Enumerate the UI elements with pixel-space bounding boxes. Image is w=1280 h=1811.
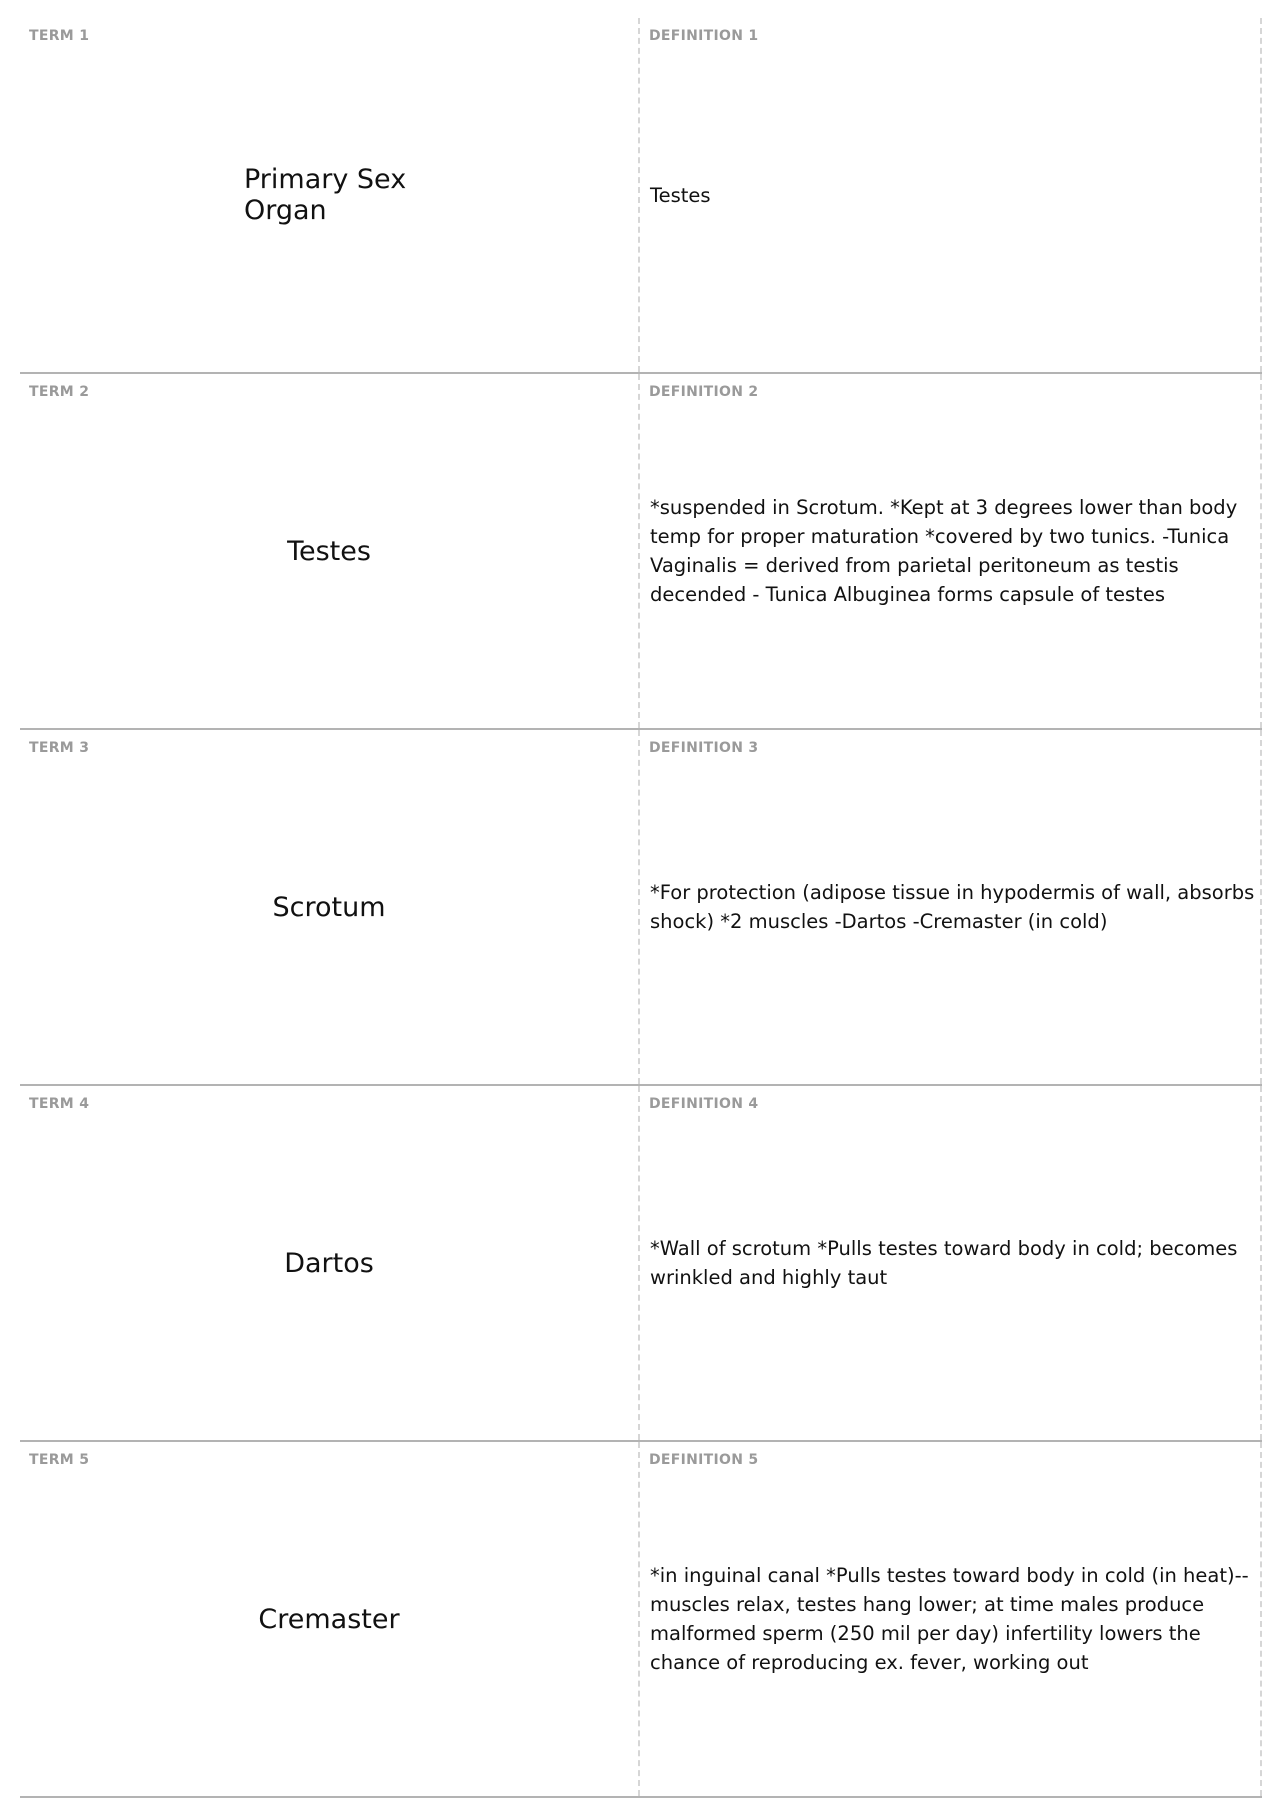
definition-text [640, 730, 1260, 1084]
term-value: Primary Sex Organ [244, 164, 407, 226]
term-value: Testes [287, 535, 371, 567]
term-cell [20, 1442, 640, 1796]
term-value: Scrotum [272, 891, 386, 923]
term-text [20, 1086, 638, 1440]
definition-label: DEFINITION 4 [649, 1096, 759, 1112]
term-label: TERM 3 [29, 740, 90, 756]
definition-label: DEFINITION 3 [649, 740, 759, 756]
definition-text [640, 1442, 1260, 1796]
definition-value: Testes [650, 183, 711, 207]
term-cell [20, 18, 640, 372]
definition-value: *suspended in Scrotum. *Kept at 3 degrees lower than body temp for proper maturation *covered by two tunics. -Tunica Vaginalis = derived from parietal peritoneum as testis decended - Tunica Albuginea forms capsule of testes [650, 496, 1238, 606]
flashcard-sheet [20, 18, 1262, 1798]
definition-label: DEFINITION 5 [649, 1452, 759, 1468]
term-text [20, 730, 638, 1084]
flashcard-row [20, 1442, 1262, 1798]
definition-value: *in inguinal canal *Pulls testes toward body in cold (in heat)--muscles relax, testes hang lower; at time males produce malformed sperm (250 mil per day) infertility lowers the chance of reproducing ex. fever, working out [650, 1564, 1249, 1674]
definition-text [640, 1086, 1260, 1440]
flashcard-row [20, 374, 1262, 730]
term-label: TERM 1 [29, 28, 90, 44]
term-label: TERM 2 [29, 384, 90, 400]
flashcard-row [20, 1086, 1262, 1442]
definition-value: *Wall of scrotum *Pulls testes toward body in cold; becomes wrinkled and highly taut [650, 1237, 1238, 1289]
term-label: TERM 5 [29, 1452, 90, 1468]
definition-label: DEFINITION 2 [649, 384, 759, 400]
term-label: TERM 4 [29, 1096, 90, 1112]
definition-text [640, 18, 1260, 372]
definition-cell [640, 18, 1262, 372]
term-cell [20, 374, 640, 728]
term-value: Cremaster [258, 1603, 400, 1635]
flashcard-row [20, 18, 1262, 374]
term-cell [20, 730, 640, 1084]
definition-cell [640, 374, 1262, 728]
term-text [20, 374, 638, 728]
definition-value: *For protection (adipose tissue in hypodermis of wall, absorbs shock) *2 muscles -Dartos -Cremaster (in cold) [650, 881, 1255, 933]
definition-text [640, 374, 1260, 728]
definition-cell [640, 1442, 1262, 1796]
definition-cell [640, 1086, 1262, 1440]
definition-label: DEFINITION 1 [649, 28, 759, 44]
definition-cell [640, 730, 1262, 1084]
term-text [20, 1442, 638, 1796]
term-cell [20, 1086, 640, 1440]
term-text [20, 18, 638, 372]
term-value: Dartos [284, 1247, 374, 1279]
flashcard-row [20, 730, 1262, 1086]
